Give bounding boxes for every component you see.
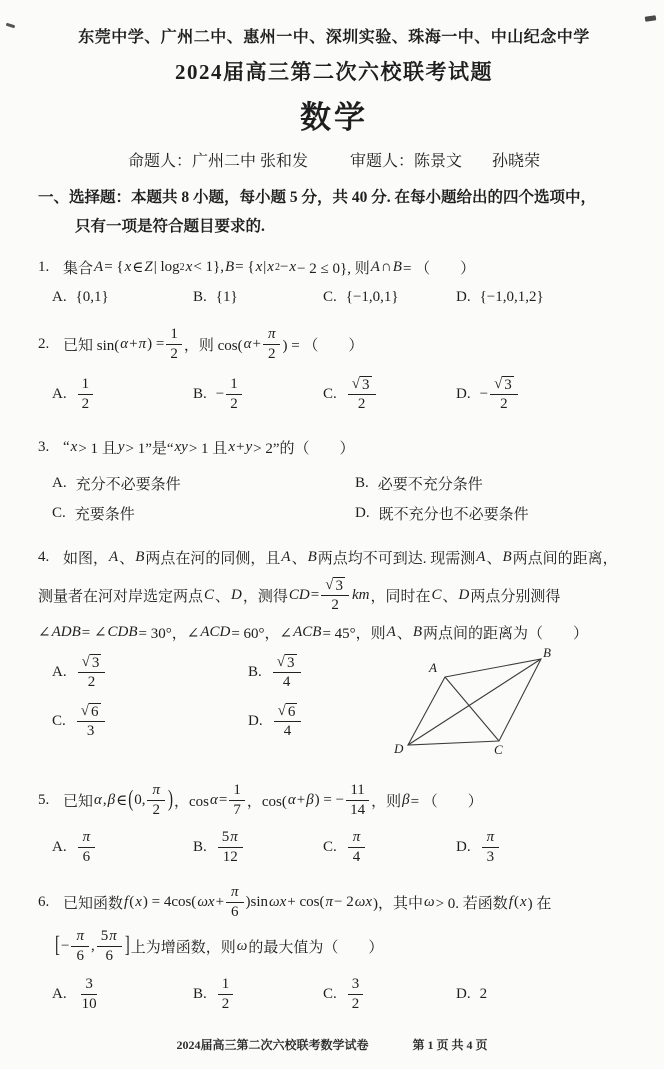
instructions-line-2: 只有一项是符合题目要求的. <box>75 217 265 235</box>
option-value: $\frac{\pi}{6}$ <box>76 826 98 869</box>
footer-exam-name: 2024届高三第二次六校联考数学试卷 <box>176 1038 369 1052</box>
option-label: A. <box>52 385 67 402</box>
option-value: − $\frac{1}{2}$ <box>216 373 244 416</box>
footer-page-number: 第 1 页 共 4 页 <box>412 1038 488 1052</box>
subject-title: 数学 <box>300 100 368 135</box>
question-4-stem-line-3 <box>38 619 630 647</box>
reviewer-2: 孙晓荣 <box>492 153 541 170</box>
option-c <box>323 973 456 1016</box>
figure-label-a: A <box>429 659 437 675</box>
option-label: D. <box>456 289 471 306</box>
figure-drawing <box>395 644 565 765</box>
option-d <box>456 826 630 869</box>
option-value: {−1,0,1,2} <box>479 289 544 306</box>
question-number: 4. <box>38 549 50 566</box>
question-text: [ − $\frac{\pi}{6}$ , $\frac{5\pi}{6}$ ] 上为增函数，则 ω 的最大值为（ ） <box>55 928 384 965</box>
option-value: √ 3 2 <box>346 373 378 416</box>
question-number: 6. <box>38 893 50 910</box>
option-label: A. <box>52 839 67 856</box>
figure-label-c: C <box>494 741 503 757</box>
question-text: 已知 sin( α + π ) = $\frac{1}{2}$ ，则 cos( α + $\frac{\pi}{2}$ ) = （ ） <box>63 326 364 363</box>
option-c <box>323 373 456 416</box>
option-b <box>193 973 323 1016</box>
option-b <box>193 826 323 869</box>
question-6-stem-line-2 <box>54 925 630 968</box>
option-label: B. <box>193 985 207 1002</box>
question-4-options <box>38 651 438 743</box>
question-6-options <box>38 973 630 1016</box>
question-number: 1. <box>38 258 50 275</box>
question-text: “ x > 1 且 y > 1”是“ xy > 1 且 x + y > 2”的（ ） <box>63 439 355 458</box>
exam-title: 2024届高三第二次六校联考试题 <box>175 60 493 84</box>
option-value: 充要条件 <box>74 506 135 523</box>
option-label: B. <box>193 385 207 402</box>
option-label: A. <box>52 474 67 491</box>
option-label: D. <box>355 504 370 521</box>
option-a <box>52 373 193 416</box>
option-d <box>456 373 630 416</box>
question-2 <box>38 323 630 416</box>
question-text: 已知函数 f ( x ) = 4cos( ωx + $\frac{\pi}{6}$ )sin ωx + cos( π − 2 ωx )，其中 ω > 0. 若函数 f ( x ) 在 <box>63 883 552 920</box>
reviewer: 审题人：陈景文 <box>349 153 462 170</box>
option-label: B. <box>355 474 369 491</box>
option-label: D. <box>456 385 471 402</box>
option-b <box>193 373 323 416</box>
question-4 <box>38 544 630 769</box>
question-3-options <box>38 473 630 524</box>
option-a <box>52 973 193 1016</box>
option-label: C. <box>52 504 66 521</box>
question-text: 集合 A = { x ∈ Z | log 2 x < 1}, B = { x | x 2 − x − 2 ≤ 0}, 则 A ∩ B = （ ） <box>63 258 476 277</box>
authors-line <box>38 148 630 171</box>
option-c <box>52 503 355 524</box>
option-label: C. <box>52 712 66 729</box>
option-value: {1} <box>215 289 238 306</box>
option-value: √ 3 2 <box>76 651 108 694</box>
question-1-stem <box>38 254 630 280</box>
option-d <box>456 973 630 1016</box>
page-footer <box>0 1036 664 1053</box>
option-a <box>52 651 248 694</box>
question-number: 5. <box>38 791 50 808</box>
question-4-stem-line-1 <box>38 544 630 572</box>
option-label: D. <box>456 985 471 1002</box>
option-value: $\frac{1}{2}$ <box>216 973 236 1016</box>
proposer: 命题人：广州二中 张和发 <box>127 153 308 170</box>
option-a <box>52 289 193 306</box>
option-label: D. <box>456 839 471 856</box>
question-2-options <box>38 373 630 416</box>
option-b <box>355 473 630 494</box>
option-c <box>323 289 456 306</box>
option-value: $\frac{3}{2}$ <box>346 973 366 1016</box>
option-label: B. <box>248 663 262 680</box>
scan-artifact <box>645 15 657 21</box>
option-label: C. <box>323 385 337 402</box>
option-value: $\frac{1}{2}$ <box>76 373 96 416</box>
question-1 <box>38 254 630 306</box>
figure-label-d: D <box>394 740 404 756</box>
option-label: D. <box>248 712 263 729</box>
question-5 <box>38 779 630 869</box>
quadrilateral-figure <box>394 644 565 765</box>
option-value: {0,1} <box>75 289 109 306</box>
option-value: {−1,0,1} <box>345 289 399 306</box>
question-number: 2. <box>38 336 50 353</box>
option-c <box>52 700 248 743</box>
option-a <box>52 473 355 494</box>
option-c <box>323 826 456 869</box>
section-1-instructions <box>38 184 630 241</box>
question-text: 已知 α , β ∈ ( 0, $\frac{\pi}{2}$ ) ，cos α = $\frac{1}{7}$ ，cos( α + β ) = − $\frac{11}{14}$ ，则 β = （ ） <box>63 781 483 818</box>
question-5-options <box>38 826 630 869</box>
option-value: 必要不充分条件 <box>377 476 483 493</box>
option-value: $\frac{3}{10}$ <box>81 975 97 1012</box>
question-number: 3. <box>38 439 50 456</box>
question-3-stem <box>38 435 630 461</box>
question-text: 如图， A 、 B 两点在河的同侧，且 A 、 B 两点均不可到达. 现需测 A 、 B 两点间的距离， <box>63 549 618 568</box>
question-6-stem-line-1 <box>38 881 630 924</box>
question-text: 测量者在河对岸选定两点 C 、 D ，测得 CD = √ 3 2 km ，同时在 C 、 D 两点分别测得 <box>38 576 561 614</box>
option-label: B. <box>193 839 207 856</box>
option-label: C. <box>323 289 337 306</box>
option-value: 充分不必要条件 <box>75 476 181 493</box>
question-6 <box>38 881 630 1016</box>
question-text: ∠ ADB = ∠ CDB = 30°，∠ ACD = 60°，∠ ACB = 45°，则 A 、 B 两点间的距离为（ ） <box>38 624 589 643</box>
option-value: $\frac{\pi}{4}$ <box>346 826 368 869</box>
option-value: $\frac{\pi}{3}$ <box>480 826 502 869</box>
option-label: A. <box>52 289 67 306</box>
option-value: $\frac{5\pi}{12}$ <box>216 826 245 869</box>
option-label: C. <box>323 985 337 1002</box>
option-b <box>193 289 323 306</box>
option-value: √ 6 4 <box>272 700 304 743</box>
option-label: A. <box>52 663 67 680</box>
question-4-stem-line-2 <box>38 574 630 617</box>
option-d <box>355 503 630 524</box>
option-value: √ 3 4 <box>271 651 303 694</box>
question-3 <box>38 435 630 524</box>
scan-artifact <box>6 23 15 29</box>
option-value: − √ 3 2 <box>480 373 520 416</box>
instructions-line-1: 一、选择题：本题共 8 小题，每小题 5 分，共 40 分. 在每小题给出的四个选项中， <box>38 189 597 206</box>
option-d <box>456 289 630 306</box>
question-1-options <box>38 289 630 306</box>
figure-label-b: B <box>543 644 551 660</box>
option-label: A. <box>52 985 67 1002</box>
option-label: C. <box>323 839 337 856</box>
option-a <box>52 826 193 869</box>
question-2-stem <box>38 323 630 366</box>
option-value: √ 6 3 <box>75 700 107 743</box>
question-4-body <box>38 644 630 769</box>
question-5-stem <box>38 779 630 822</box>
school-list: 东莞中学、广州二中、惠州一中、深圳实验、珠海一中、中山纪念中学 <box>78 29 590 46</box>
option-label: B. <box>193 289 207 306</box>
option-value: 既不充分也不必要条件 <box>378 506 529 523</box>
option-value: 2 <box>479 985 488 1002</box>
